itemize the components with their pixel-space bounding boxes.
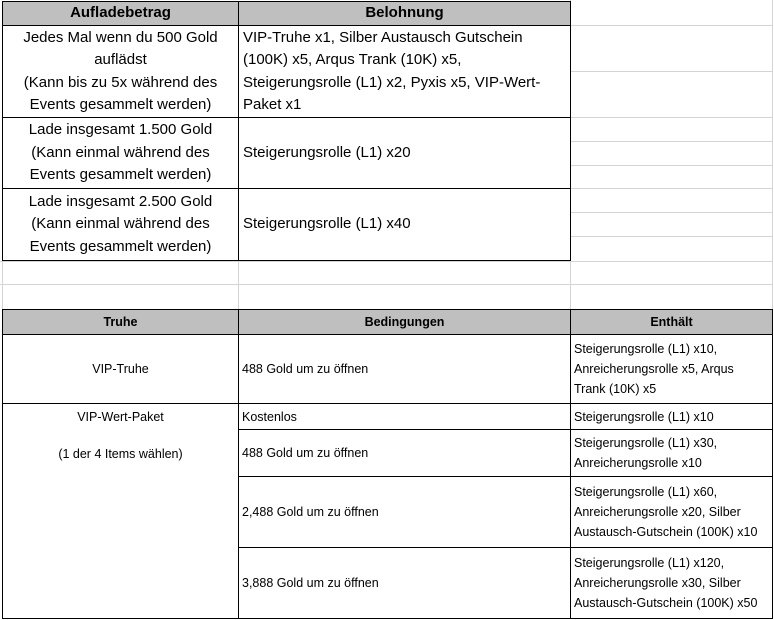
charge-note: (Kann einmal während des [31,143,210,161]
chest-name-vip-chest [2,334,239,404]
header-chest: Truhe [2,309,239,335]
contents-text: Anreicherungsrolle x10 [574,456,702,470]
charge-text: Lade insgesamt 2.500 Gold [28,192,213,210]
contents-option-1 [570,403,773,430]
gridline-v [772,0,773,309]
contents-option-2 [570,429,773,477]
charge-note: Events gesammelt werden) [29,237,212,255]
gridline-v [2,261,3,309]
chest-name: VIP-Truhe [92,362,149,376]
charge-text: Jedes Mal wenn du 500 Gold [23,28,218,46]
contents-option-3 [570,476,773,548]
gridline-v [238,261,239,309]
chest-name: VIP-Wert-Paket [77,410,164,424]
contents-text: Austausch-Gutschein (100K) x10 [574,525,758,539]
reward-text: Paket x1 [243,96,302,113]
condition-option-1 [238,403,571,430]
gridline-h [571,117,773,118]
reward-text: Steigerungsrolle (L1) x20 [243,143,411,161]
reward-cell-row1 [238,25,571,118]
contents-text: Steigerungsrolle (L1) x10, [574,342,718,356]
contents-option-4 [570,547,773,619]
reward-cell-row3 [238,188,571,261]
gridline-h [571,165,773,166]
contents-text: Trank (10K) x5 [574,382,657,396]
condition-text: 488 Gold um zu öffnen [242,446,369,460]
contents-text: Anreicherungsrolle x5, Arqus [574,362,734,376]
value-pack-note-row [3,443,238,465]
gridline-h [571,25,773,26]
gridline-h [571,71,773,72]
charge-note: Events gesammelt werden) [29,166,212,184]
gridline-h [571,212,773,213]
contents-text: Steigerungsrolle (L1) x30, [574,436,718,450]
chest-name-value-pack [2,403,239,619]
condition-text: Kostenlos [242,409,297,424]
reward-text: Steigerungsrolle (L1) x2, Pyxis x5, VIP-Wert- [243,73,541,91]
charge-note: (Kann einmal während des [31,215,210,233]
gridline-h [571,188,773,189]
contents-text: Steigerungsrolle (L1) x10 [574,409,714,424]
reward-text: VIP-Truhe x1, Silber Austausch Gutschein [243,28,523,46]
gridline-h [0,261,773,262]
charge-cell-row2 [2,117,239,189]
condition-text: 2,488 Gold um zu öffnen [242,505,379,519]
gridline-h [571,236,773,237]
charge-cell-row1 [2,25,239,118]
charge-text: auflädst [94,51,147,68]
contents-vip-chest [570,334,773,404]
contents-text: Austausch-Gutschein (100K) x50 [574,596,758,610]
reward-text: (100K) x5, Arqus Trank (10K) x5, [243,51,462,68]
reward-cell-row2 [238,117,571,189]
header-conditions: Bedingungen [238,309,571,335]
condition-vip-chest [238,334,571,404]
condition-text: 488 Gold um zu öffnen [242,362,369,376]
value-pack-name-row [3,406,238,428]
condition-option-3 [238,476,571,548]
contents-text: Anreicherungsrolle x20, Silber [574,505,741,519]
header-reward: Belohnung [238,1,571,26]
condition-text: 3,888 Gold um zu öffnen [242,576,379,590]
condition-option-2 [238,429,571,477]
gridline-h [0,284,773,285]
charge-note: (Kann bis zu 5x während des [23,73,218,91]
charge-cell-row3 [2,188,239,261]
reward-text: Steigerungsrolle (L1) x40 [243,215,411,233]
condition-option-4 [238,547,571,619]
header-charge: Aufladebetrag [2,1,239,26]
contents-text: Anreicherungsrolle x30, Silber [574,576,741,590]
charge-text: Lade insgesamt 1.500 Gold [28,121,213,139]
contents-text: Steigerungsrolle (L1) x120, [574,556,725,570]
contents-text: Steigerungsrolle (L1) x60, [574,485,718,499]
gridline-h [571,141,773,142]
charge-note: Events gesammelt werden) [29,96,212,113]
header-contents: Enthält [570,309,773,335]
chest-note: (1 der 4 Items wählen) [58,447,183,461]
